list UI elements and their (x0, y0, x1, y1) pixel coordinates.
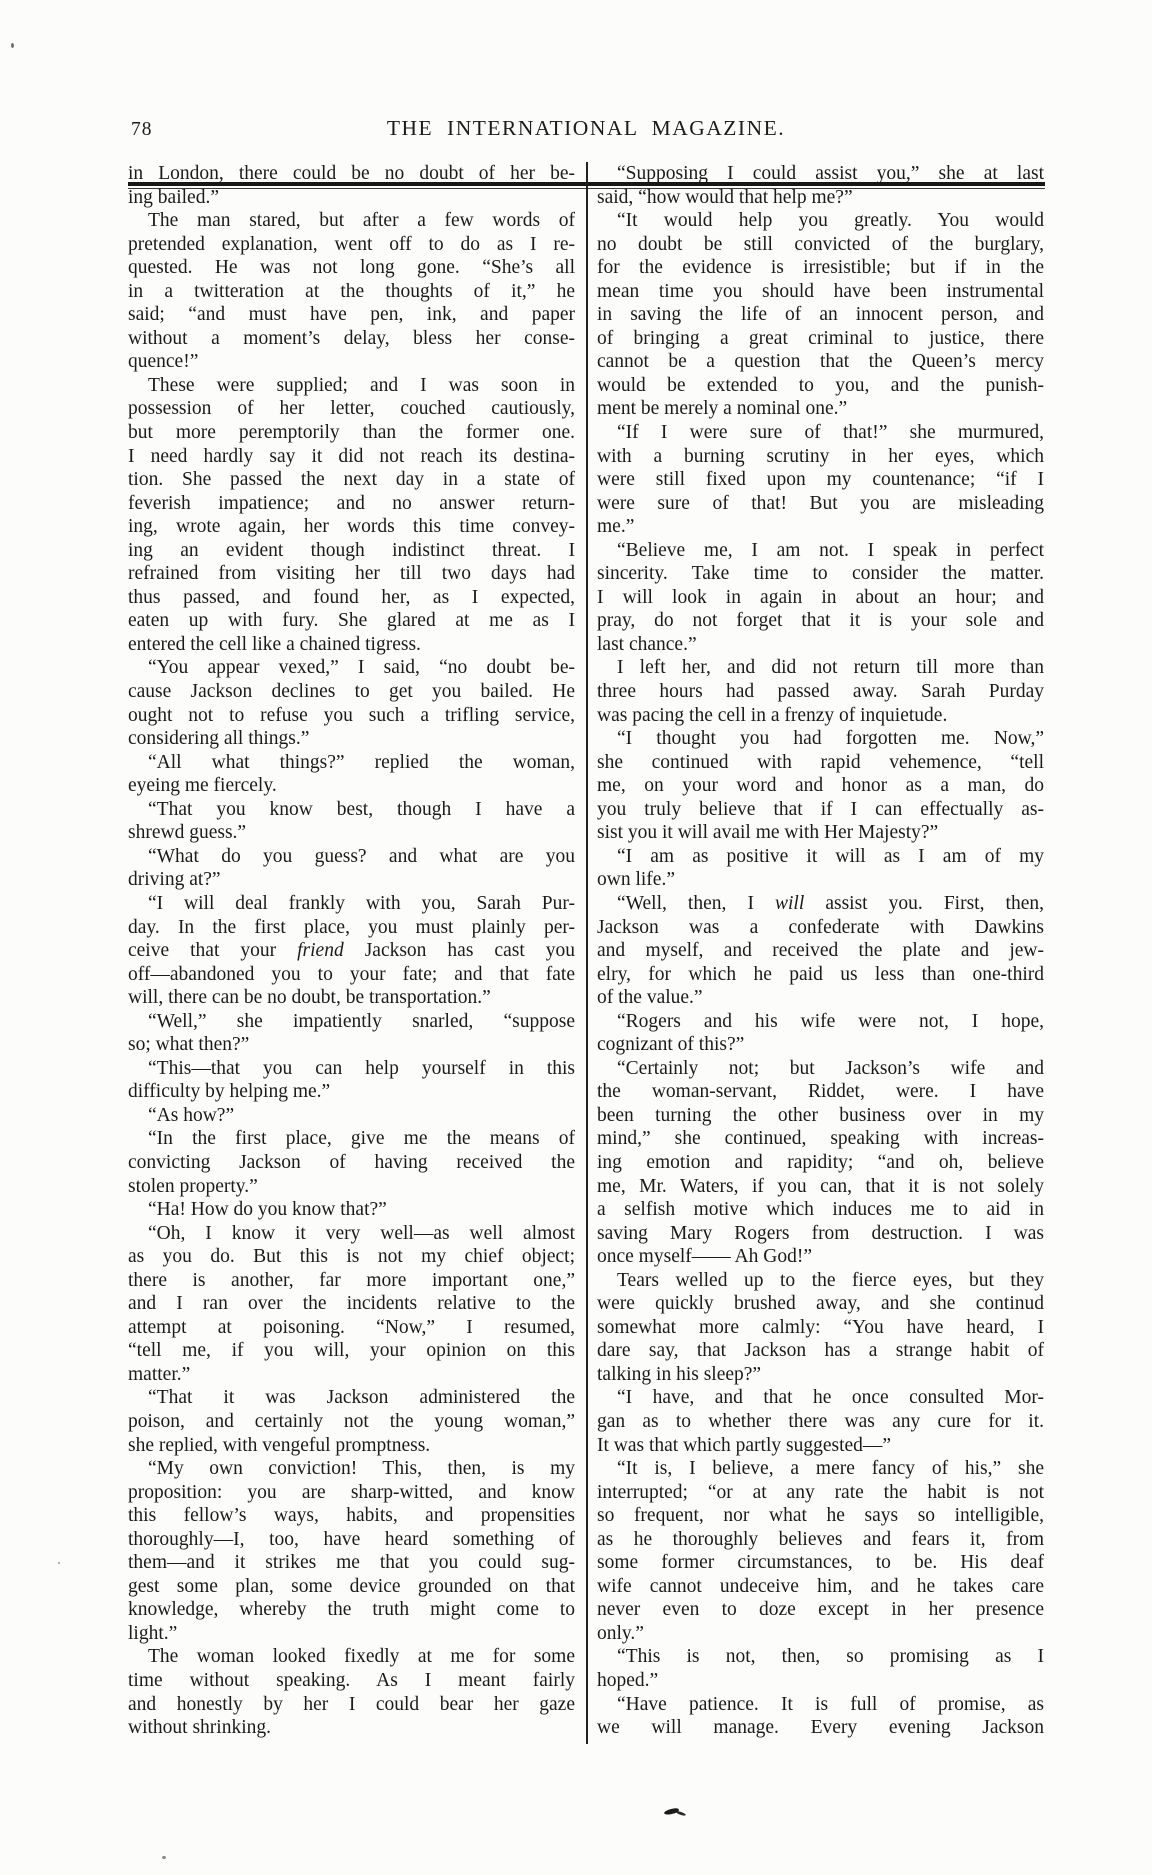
text-line: so frequent, nor what he says so intelligible, (597, 1505, 1044, 1527)
text-line: “Believe me, I am not. I speak in perfect (617, 539, 1044, 561)
text-line: “My own conviction! This, then, is my (148, 1458, 575, 1480)
text-line: I need hardly say it did not reach its destina- (128, 445, 575, 467)
text-line: “Certainly not; but Jackson’s wife and (617, 1057, 1044, 1079)
text-line: a selfish motive which induces me to aid in (597, 1199, 1044, 1221)
text-line: off—abandoned you to your fate; and that fate (128, 963, 575, 985)
text-line: eaten up with fury. She glared at me as I (128, 610, 575, 632)
text-line: “I am as positive it will as I am of my (617, 845, 1044, 867)
text-line: said, “how would that help me?” (597, 186, 853, 208)
text-line: Tears welled up to the fierce eyes, but they (617, 1269, 1044, 1291)
text-line: sist you it will avail me with Her Majesty?” (597, 822, 939, 844)
text-line: day. In the first place, you must plainly per- (128, 916, 575, 938)
text-line: ment be merely a nominal one.” (597, 398, 848, 420)
text-line: saving Mary Rogers from destruction. I was (597, 1222, 1044, 1244)
text-line: own life.” (597, 869, 675, 891)
text-line: and myself, and received the plate and jew- (597, 940, 1044, 962)
text-line: elry, for which he paid us less than one-third (597, 963, 1044, 985)
text-line: cannot be a question that the Queen’s mercy (597, 351, 1044, 373)
text-line: ing an evident though indistinct threat. I (128, 539, 575, 561)
text-line: without shrinking. (128, 1717, 272, 1739)
text-line: “Supposing I could assist you,” she at last (617, 163, 1044, 184)
text-line: ing emotion and rapidity; “and oh, believe (597, 1151, 1044, 1173)
text-line: the woman-servant, Riddet, were. I have (597, 1081, 1044, 1103)
text-line: somewhat more calmly: “You have heard, I (597, 1316, 1044, 1338)
text-line: The woman looked fixedly at me for some (148, 1646, 575, 1668)
text-line: them—and it strikes me that you could sug- (128, 1552, 575, 1574)
text-line: of bringing a great criminal to justice, there (597, 327, 1044, 349)
scan-speck (58, 1562, 60, 1564)
left-column (128, 162, 575, 1740)
text-line: dare say, that Jackson has a strange habit of (597, 1340, 1044, 1362)
text-line: “Ha! How do you know that?” (148, 1199, 387, 1221)
text-line: stolen property.” (128, 1175, 258, 1197)
text-line: we will manage. Every evening Jackson (597, 1717, 1044, 1739)
text-line: in London, there could be no doubt of her be- (128, 163, 575, 184)
text-line: “As how?” (148, 1104, 235, 1126)
text-line: “That you know best, though I have a (148, 798, 575, 820)
text-line: will, there can be no doubt, be transportation.” (128, 987, 491, 1009)
text-line: light.” (128, 1622, 178, 1644)
text-line: with a burning scrutiny in her eyes, which (597, 445, 1044, 467)
text-line: quested. He was not long gone. “She’s all (128, 257, 575, 279)
text-line: sincerity. Take time to consider the matter. (597, 563, 1044, 585)
page-number: 78 (131, 119, 153, 140)
text-line: talking in his sleep?” (597, 1363, 762, 1385)
text-line: me, Mr. Waters, if you can, that it is not solely (597, 1175, 1044, 1197)
text-line: considering all things.” (128, 728, 310, 750)
text-line: These were supplied; and I was soon in (148, 374, 575, 396)
text-line: hoped.” (597, 1670, 659, 1691)
text-line: said; “and must have pen, ink, and paper (128, 304, 575, 326)
text-line: there is another, far more important one,” (128, 1269, 575, 1291)
ink-smudge (664, 1806, 690, 1818)
text-line: “tell me, if you will, your opinion on this (128, 1340, 575, 1362)
text-line: this fellow’s ways, habits, and propensities (128, 1505, 575, 1527)
text-line: ceive that your friend Jackson has cast you (128, 940, 575, 962)
text-line: gest some plan, some device grounded on that (128, 1575, 575, 1597)
text-line: mind,” she continued, speaking with increas- (597, 1128, 1044, 1150)
text-line: gan as to whether there was any cure for it. (597, 1410, 1044, 1432)
text-line: “What do you guess? and what are you (148, 845, 575, 867)
text-line: I left her, and did not return till more than (617, 657, 1044, 679)
text-line: “Oh, I know it very well—as well almost (148, 1222, 575, 1244)
text-line: were quickly brushed away, and she continud (597, 1293, 1044, 1315)
text-line: It was that which partly suggested—” (597, 1434, 892, 1456)
text-line: ing bailed.” (128, 186, 219, 208)
scan-speck (162, 1856, 166, 1859)
text-line: feverish impatience; and no answer return- (128, 492, 575, 514)
text-line: pretended explanation, went off to do as I re- (128, 233, 575, 255)
text-line: time without speaking. As I meant fairly (128, 1670, 575, 1691)
text-line: eyeing me fiercely. (128, 775, 277, 797)
text-line: “I thought you had forgotten me. Now,” (617, 728, 1044, 750)
magazine-title: THE INTERNATIONAL MAGAZINE. (386, 116, 786, 140)
article-body (128, 162, 1044, 1744)
text-line: for the evidence is irresistible; but if in the (597, 257, 1044, 279)
text-line: difficulty by helping me.” (128, 1081, 331, 1103)
text-line: quence!” (128, 351, 199, 373)
text-line: last chance.” (597, 633, 697, 655)
text-line: were still fixed upon my countenance; “if I (597, 469, 1044, 491)
text-line: attempt at poisoning. “Now,” I resumed, (128, 1316, 575, 1338)
text-line: in a twitteration at the thoughts of it,” he (128, 280, 575, 302)
text-line: entered the cell like a chained tigress. (128, 633, 421, 655)
text-line: would be extended to you, and the punish- (597, 374, 1044, 396)
text-line: no doubt be still convicted of the burglary, (597, 233, 1044, 255)
text-line: shrewd guess.” (128, 822, 247, 844)
text-line: “If I were sure of that!” she murmured, (617, 422, 1044, 444)
text-line: driving at?” (128, 869, 221, 891)
text-line: and honestly by her I could bear her gaze (128, 1693, 575, 1715)
text-line: been turning the other business over in my (597, 1104, 1044, 1126)
text-line: never even to doze except in her presence (597, 1599, 1044, 1621)
text-line: wife cannot undeceive him, and he takes care (597, 1575, 1044, 1597)
text-line: “In the first place, give me the means of (148, 1128, 575, 1150)
text-line: refrained from visiting her till two days had (128, 563, 575, 585)
text-line: was pacing the cell in a frenzy of inquietude. (597, 704, 948, 726)
right-column (597, 162, 1044, 1740)
text-line: “Well, then, I will assist you. First, then, (617, 892, 1044, 914)
text-line: some former circumstances, to be. His deaf (597, 1552, 1044, 1574)
text-line: knowledge, whereby the truth might come to (128, 1599, 575, 1621)
text-line: convicting Jackson of having received the (128, 1151, 575, 1173)
column-divider (586, 162, 588, 1744)
text-line: “Rogers and his wife were not, I hope, (617, 1010, 1044, 1032)
text-line: matter.” (128, 1363, 191, 1385)
text-line: “I will deal frankly with you, Sarah Pur- (148, 892, 575, 914)
text-line: “I have, and that he once consulted Mor- (617, 1387, 1044, 1409)
text-line: in saving the life of an innocent person, and (597, 304, 1044, 326)
text-line: “All what things?” replied the woman, (148, 751, 575, 773)
text-line: “It is, I believe, a mere fancy of his,” she (617, 1458, 1044, 1480)
text-line: “You appear vexed,” I said, “no doubt be- (148, 657, 575, 679)
text-line: without a moment’s delay, bless her conse- (128, 327, 575, 349)
text-line: “Well,” she impatiently snarled, “suppose (148, 1010, 575, 1032)
text-line: me, on your word and honor as a man, do (597, 775, 1044, 797)
text-line: poison, and certainly not the young woman,” (128, 1410, 575, 1432)
text-line: ing, wrote again, her words this time convey- (128, 516, 575, 538)
text-line: were sure of that! But you are misleading (597, 492, 1044, 514)
text-line: “It would help you greatly. You would (617, 210, 1044, 232)
text-line: thoroughly—I, too, have heard something of (128, 1528, 575, 1550)
text-line: but more peremptorily than the former one. (128, 422, 575, 444)
text-line: mean time you should have been instrumental (597, 280, 1044, 302)
text-line: “That it was Jackson administered the (148, 1387, 575, 1409)
scan-speck (11, 43, 14, 48)
text-line: and I ran over the incidents relative to the (128, 1293, 575, 1315)
text-line: of the value.” (597, 987, 703, 1009)
text-line: “Have patience. It is full of promise, as (617, 1693, 1044, 1715)
text-line: proposition: you are sharp-witted, and know (128, 1481, 575, 1503)
text-line: three hours had passed away. Sarah Purday (597, 681, 1044, 703)
text-line: only.” (597, 1622, 644, 1644)
text-line: she continued with rapid vehemence, “tell (597, 751, 1044, 773)
text-line: tion. She passed the next day in a state of (128, 469, 575, 491)
text-line: interrupted; “or at any rate the habit is not (597, 1481, 1044, 1503)
text-line: as you do. But this is not my chief object; (128, 1246, 575, 1268)
text-line: “This is not, then, so promising as I (617, 1646, 1044, 1668)
text-line: possession of her letter, couched cautiously, (128, 398, 575, 420)
text-line: cause Jackson declines to get you bailed. He (128, 681, 575, 703)
text-line: I will look in again in about an hour; and (597, 586, 1044, 608)
text-line: “This—that you can help yourself in this (148, 1057, 575, 1079)
text-line: you truly believe that if I can effectually as- (597, 798, 1044, 820)
text-line: so; what then?” (128, 1034, 250, 1056)
text-line: cognizant of this?” (597, 1034, 745, 1056)
text-line: Jackson was a confederate with Dawkins (597, 916, 1044, 938)
ink-smudge-blob (676, 1811, 686, 1817)
text-line: she replied, with vengeful promptness. (128, 1434, 431, 1456)
text-line: me.” (597, 516, 635, 538)
text-line: thus passed, and found her, as I expected, (128, 586, 575, 608)
text-line: The man stared, but after a few words of (148, 210, 575, 232)
text-line: pray, do not forget that it is your sole and (597, 610, 1044, 632)
text-line: as he thoroughly believes and fears it, from (597, 1528, 1044, 1550)
text-line: ought not to refuse you such a trifling service, (128, 704, 575, 726)
text-line: once myself—— Ah God!” (597, 1246, 812, 1268)
